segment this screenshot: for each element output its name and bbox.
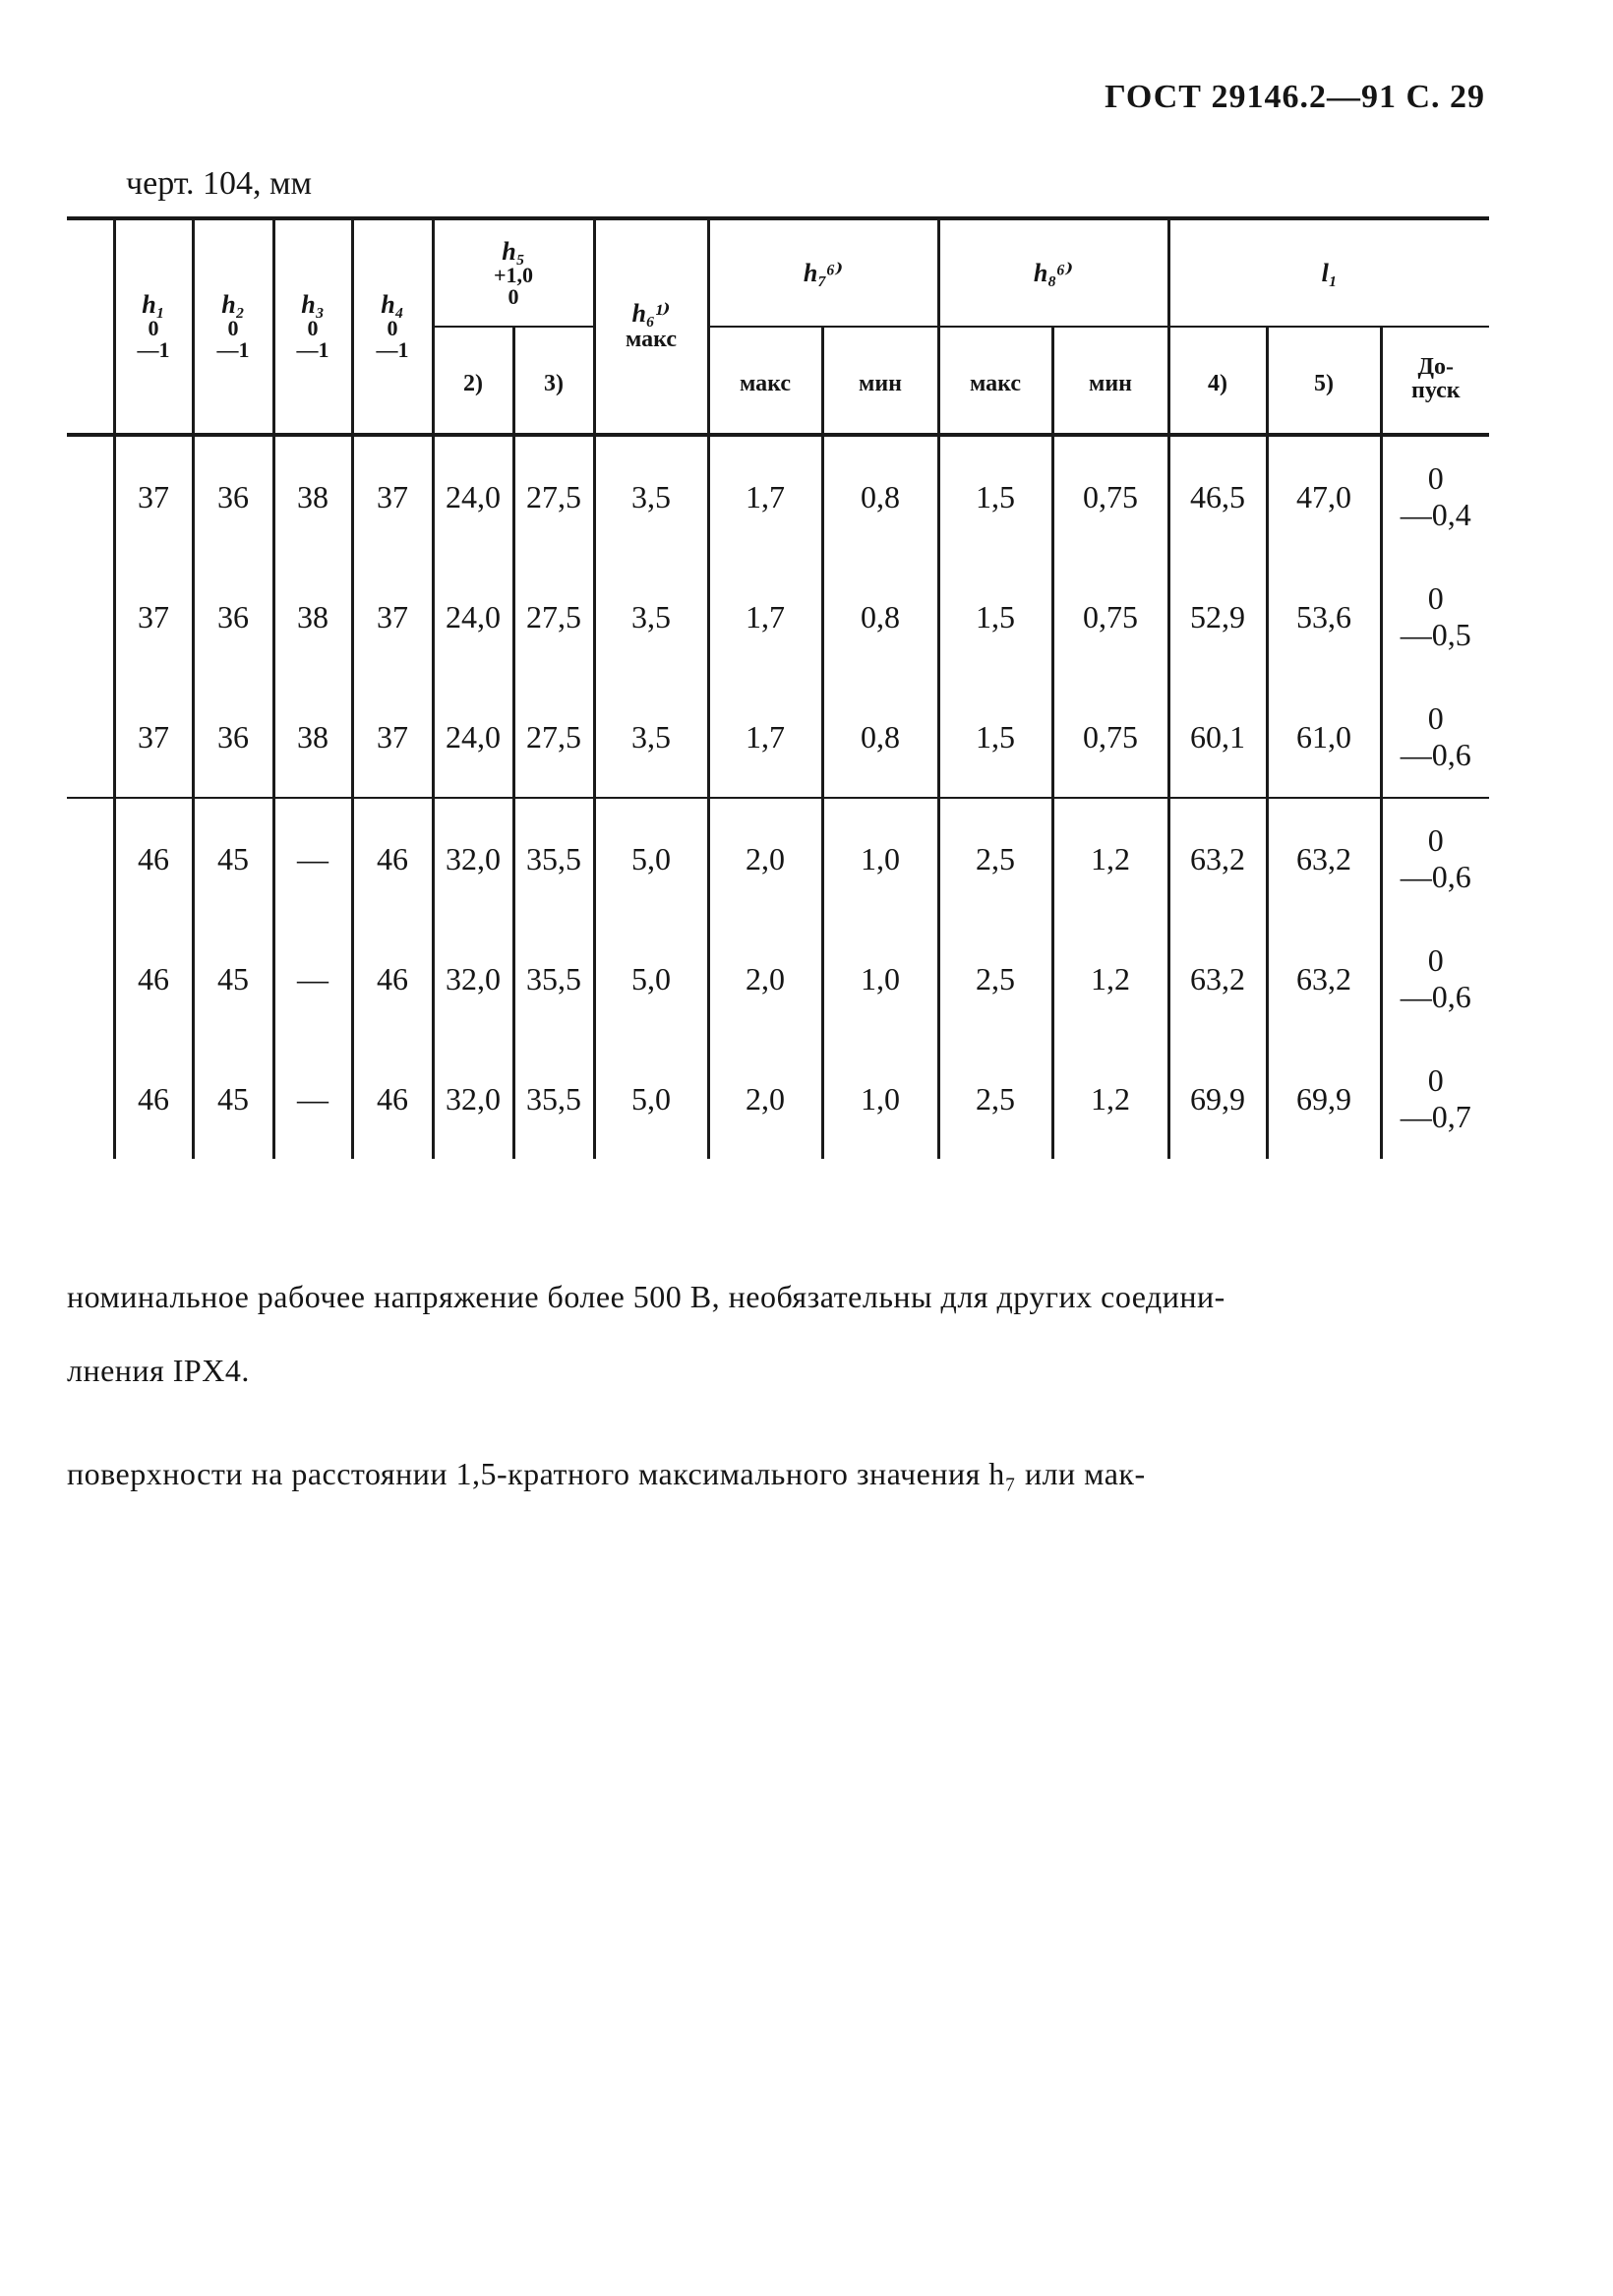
cell-h7max: 2,0 [708, 798, 822, 919]
h8-max: макс [938, 327, 1052, 435]
cell-h4: 46 [352, 798, 433, 919]
cell-h4: 46 [352, 1039, 433, 1159]
paragraph-3: поверхности на расстоянии 1,5-кратного максимального значения h₇ или мак- [67, 1456, 1146, 1491]
row-margin [67, 677, 114, 798]
cell-h1: 46 [114, 798, 193, 919]
row-margin [67, 798, 114, 919]
cell-h6: 3,5 [594, 557, 708, 677]
cell-h6: 5,0 [594, 919, 708, 1039]
cell-h6: 3,5 [594, 435, 708, 557]
cell-h2: 36 [193, 435, 273, 557]
cell-h6: 5,0 [594, 1039, 708, 1159]
cell-h3: — [273, 1039, 352, 1159]
cell-tolerance: 0 —0,6 [1381, 798, 1489, 919]
cell-h5a: 24,0 [433, 677, 513, 798]
cell-h7min: 1,0 [822, 1039, 938, 1159]
cell-h7max: 1,7 [708, 435, 822, 557]
cell-h1: 46 [114, 1039, 193, 1159]
cell-h1: 37 [114, 557, 193, 677]
h3-header: h₃ 0 —1 [273, 218, 352, 435]
cell-h7max: 1,7 [708, 677, 822, 798]
cell-l1a: 60,1 [1168, 677, 1267, 798]
cell-l1b: 63,2 [1267, 798, 1381, 919]
h5-sub-3: 3) [513, 327, 594, 435]
table-caption: черт. 104, мм [126, 165, 313, 202]
cell-l1a: 52,9 [1168, 557, 1267, 677]
cell-h6: 5,0 [594, 798, 708, 919]
cell-h5a: 32,0 [433, 1039, 513, 1159]
cell-h5a: 32,0 [433, 798, 513, 919]
paragraph-1: номинальное рабочее напряжение более 500 В, необязательны для других соедини- [67, 1279, 1225, 1314]
cell-h7max: 1,7 [708, 557, 822, 677]
cell-h5b: 35,5 [513, 919, 594, 1039]
cell-h5a: 24,0 [433, 557, 513, 677]
cell-h7max: 2,0 [708, 1039, 822, 1159]
cell-h7min: 1,0 [822, 919, 938, 1039]
h7-max: макс [708, 327, 822, 435]
cell-l1b: 53,6 [1267, 557, 1381, 677]
cell-h5b: 27,5 [513, 435, 594, 557]
cell-h7min: 0,8 [822, 435, 938, 557]
cell-tolerance: 0 —0,6 [1381, 677, 1489, 798]
cell-h4: 37 [352, 677, 433, 798]
h6-header: h₆¹⁾ макс [594, 218, 708, 435]
h7-min: мин [822, 327, 938, 435]
row-margin [67, 557, 114, 677]
cell-h1: 46 [114, 919, 193, 1039]
cell-h7max: 2,0 [708, 919, 822, 1039]
cell-h8min: 1,2 [1052, 919, 1168, 1039]
cell-tolerance: 0 —0,4 [1381, 435, 1489, 557]
cell-h3: — [273, 919, 352, 1039]
cell-h4: 37 [352, 557, 433, 677]
table-row [67, 557, 1489, 677]
cell-tolerance: 0 —0,6 [1381, 919, 1489, 1039]
cell-h8min: 0,75 [1052, 677, 1168, 798]
l1-sub-5: 5) [1267, 327, 1381, 435]
h8-header: h₈⁶⁾ [938, 218, 1168, 327]
paragraph-2: лнения IPX4. [67, 1353, 250, 1388]
h7-header: h₇⁶⁾ [708, 218, 938, 327]
cell-h3: 38 [273, 435, 352, 557]
cell-h8max: 2,5 [938, 798, 1052, 919]
cell-l1b: 69,9 [1267, 1039, 1381, 1159]
cell-h5a: 24,0 [433, 435, 513, 557]
table-row [67, 798, 1489, 919]
cell-l1b: 61,0 [1267, 677, 1381, 798]
cell-l1a: 63,2 [1168, 919, 1267, 1039]
l1-tolerance: До- пуск [1381, 327, 1489, 435]
cell-h6: 3,5 [594, 677, 708, 798]
table-row [67, 919, 1489, 1039]
cell-h5a: 32,0 [433, 919, 513, 1039]
row-margin [67, 919, 114, 1039]
cell-h8max: 2,5 [938, 1039, 1052, 1159]
cell-h4: 37 [352, 435, 433, 557]
cell-h8min: 0,75 [1052, 435, 1168, 557]
h8-min: мин [1052, 327, 1168, 435]
cell-l1a: 69,9 [1168, 1039, 1267, 1159]
cell-tolerance: 0 —0,5 [1381, 557, 1489, 677]
cell-h8min: 0,75 [1052, 557, 1168, 677]
cell-h8max: 1,5 [938, 557, 1052, 677]
blank-margin-header [67, 218, 114, 435]
cell-h3: — [273, 798, 352, 919]
cell-h8min: 1,2 [1052, 1039, 1168, 1159]
cell-h5b: 35,5 [513, 1039, 594, 1159]
cell-tolerance: 0 —0,7 [1381, 1039, 1489, 1159]
cell-h2: 36 [193, 677, 273, 798]
cell-h5b: 27,5 [513, 677, 594, 798]
cell-h2: 45 [193, 919, 273, 1039]
cell-h1: 37 [114, 435, 193, 557]
cell-h2: 45 [193, 1039, 273, 1159]
cell-h8max: 2,5 [938, 919, 1052, 1039]
cell-h2: 45 [193, 798, 273, 919]
h5-header: h₅ +1,0 0 [433, 218, 594, 327]
cell-h2: 36 [193, 557, 273, 677]
cell-h7min: 0,8 [822, 677, 938, 798]
table-row [67, 435, 1489, 557]
table-row [67, 1039, 1489, 1159]
table-row [67, 677, 1489, 798]
cell-h7min: 1,0 [822, 798, 938, 919]
cell-h8min: 1,2 [1052, 798, 1168, 919]
cell-h5b: 27,5 [513, 557, 594, 677]
cell-h7min: 0,8 [822, 557, 938, 677]
cell-h3: 38 [273, 677, 352, 798]
l1-sub-4: 4) [1168, 327, 1267, 435]
h5-sub-2: 2) [433, 327, 513, 435]
cell-h3: 38 [273, 557, 352, 677]
h2-header: h₂ 0 —1 [193, 218, 273, 435]
cell-l1a: 46,5 [1168, 435, 1267, 557]
l1-header: l₁ [1168, 218, 1489, 327]
cell-l1a: 63,2 [1168, 798, 1267, 919]
cell-l1b: 47,0 [1267, 435, 1381, 557]
row-margin [67, 435, 114, 557]
cell-h1: 37 [114, 677, 193, 798]
cell-h5b: 35,5 [513, 798, 594, 919]
h4-header: h₄ 0 —1 [352, 218, 433, 435]
dimensions-table [67, 216, 1489, 1159]
page-header: ГОСТ 29146.2—91 С. 29 [1105, 79, 1485, 115]
cell-l1b: 63,2 [1267, 919, 1381, 1039]
cell-h4: 46 [352, 919, 433, 1039]
cell-h8max: 1,5 [938, 435, 1052, 557]
cell-h8max: 1,5 [938, 677, 1052, 798]
h1-header: h₁ 0 —1 [114, 218, 193, 435]
row-margin [67, 1039, 114, 1159]
